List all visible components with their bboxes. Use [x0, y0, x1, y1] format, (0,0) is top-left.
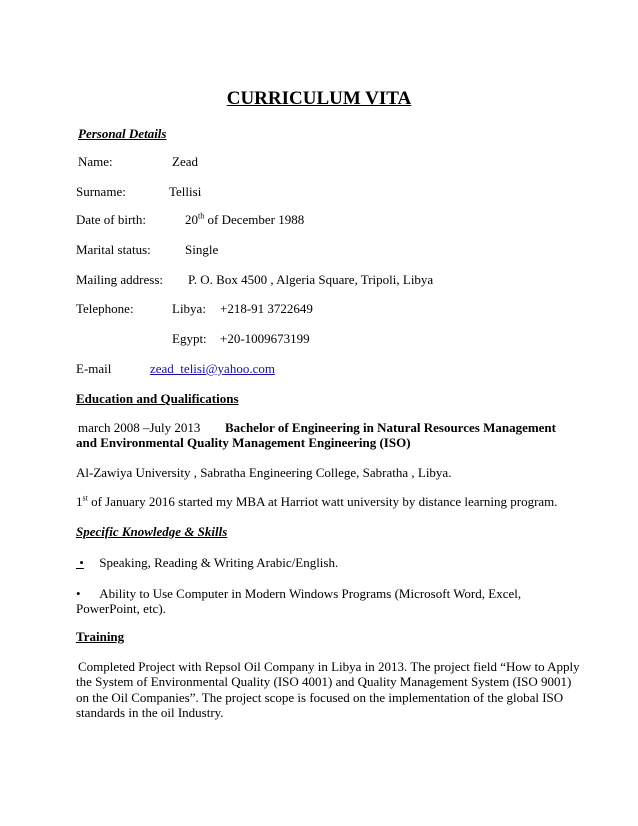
name-label: Name:: [78, 154, 113, 169]
training-line-2: the System of Environmental Quality (ISO 4001) and Quality Management System (ISO 9001): [76, 674, 572, 689]
education-period: march 2008 –July 2013: [78, 420, 201, 435]
dob-value: 20th of December 1988: [185, 211, 305, 227]
dob-label: Date of birth:: [76, 212, 147, 227]
skills-heading: Specific Knowledge & Skills: [76, 524, 228, 539]
training-line-3: on the Oil Companies”. The project scope is focused on the implementation of the global ISO: [76, 690, 564, 705]
bullet-icon: •: [76, 555, 84, 570]
marital-label: Marital status:: [76, 242, 151, 257]
skills-item-2: [76, 586, 521, 602]
mailing-value: P. O. Box 4500 , Algeria Square, Tripoli, Libya: [188, 272, 434, 287]
mailing-label: Mailing address:: [76, 272, 164, 287]
phone-country-libya: Libya:: [172, 301, 206, 316]
email-label: E-mail: [76, 361, 112, 376]
training-heading: Training: [76, 629, 125, 644]
name-value: Zead: [172, 154, 198, 169]
personal-details-heading: Personal Details: [78, 126, 167, 141]
institution: Al-Zawiya University , Sabratha Engineering College, Sabratha , Libya.: [76, 465, 452, 480]
telephone-label: Telephone:: [76, 301, 134, 316]
degree-line-1: Bachelor of Engineering in Natural Resources Management: [225, 420, 556, 435]
skills-item-2-line-2: PowerPoint, etc).: [76, 601, 166, 616]
surname-label: Surname:: [76, 184, 126, 199]
skills-item-1-text: Speaking, Reading & Writing Arabic/English.: [99, 555, 339, 570]
skills-item-2-line-1: Ability to Use Computer in Modern Windows Programs (Microsoft Word, Excel,: [99, 586, 522, 601]
surname-value: Tellisi: [169, 184, 202, 199]
mba-line: 1st of January 2016 started my MBA at Harriot watt university by distance learning program.: [76, 493, 558, 509]
education-heading: Education and Qualifications: [76, 391, 239, 406]
bullet-icon: •: [76, 586, 81, 601]
training-line-4: standards in the oil Industry.: [76, 705, 224, 720]
document-title: CURRICULUM VITA: [226, 88, 412, 109]
skills-item-1: [76, 555, 338, 571]
phone-number-libya: +218-91 3722649: [220, 301, 313, 316]
phone-number-egypt: +20-1009673199: [220, 331, 310, 346]
marital-value: Single: [185, 242, 219, 257]
training-line-1: Completed Project with Repsol Oil Company in Libya in 2013. The project field “How to Apply: [78, 659, 580, 674]
degree-line-2: and Environmental Quality Management Engineering (ISO): [76, 435, 411, 450]
email-link[interactable]: zead_telisi@yahoo.com: [150, 361, 275, 376]
phone-country-egypt: Egypt:: [172, 331, 207, 346]
